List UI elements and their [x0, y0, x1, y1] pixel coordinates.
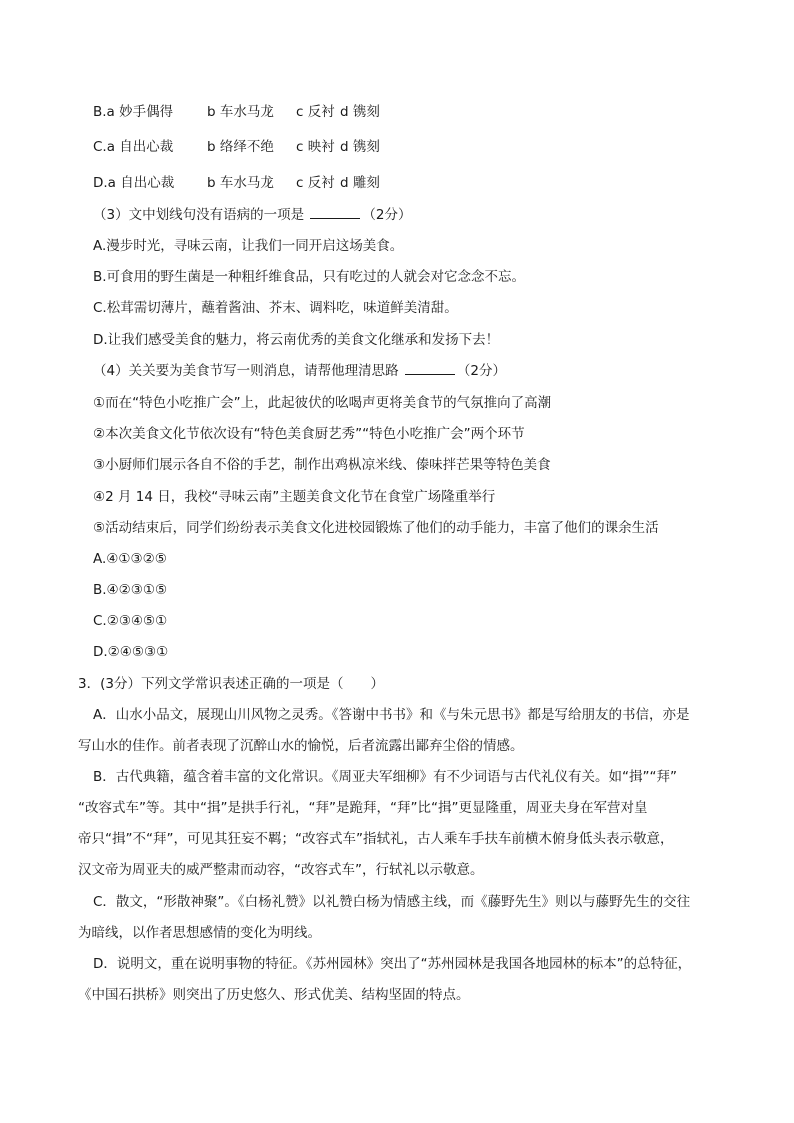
choice-a: A.④①③②⑤: [93, 551, 167, 567]
choice-b: B.④②③①⑤: [93, 582, 168, 598]
option-row: [93, 174, 380, 192]
option-row: [93, 103, 380, 121]
option-b: b 车水马龙: [207, 175, 274, 191]
paragraph-line: C．散文，“形散神聚”。《白杨礼赞》以礼赞白杨为情感主线，而《藤野先生》则以与藤野先生的交往: [93, 894, 691, 910]
paragraph-line: 为暗线，以作者思想感情的变化为明线。: [78, 925, 321, 941]
paragraph-line: “改容式车”等。其中“揖”是拱手行礼，“拜”是跪拜，“拜”比“揖”更显隆重，周亚夫身在军营对皇: [78, 800, 648, 816]
option-d: d 镌刻: [340, 104, 380, 120]
sentence-item: ①而在“特色小吃推广会”上，此起彼伏的吆喝声更将美食节的气氛推向了高潮: [93, 395, 552, 411]
stem-text: （4）关关要为美食节写一则消息，请帮他理清思路: [93, 363, 403, 379]
option-row: [93, 138, 380, 156]
option-a: 自出心裁: [119, 139, 174, 155]
question-stem: [93, 206, 411, 224]
paragraph-line: 写山水的佳作。前者表现了沉醉山水的愉悦，后者流露出鄙弃尘俗的情感。: [78, 738, 524, 754]
option-prefix: C.a: [93, 139, 120, 155]
choice-b: B.可食用的野生菌是一种粗纤维食品，只有吃过的人就会对它念念不忘。: [93, 269, 526, 285]
question-stem: [93, 362, 506, 380]
paragraph-line: 《中国石拱桥》则突出了历史悠久、形式优美、结构坚固的特点。: [78, 987, 470, 1003]
option-c: c 映衬: [296, 139, 335, 155]
option-a: 自出心裁: [120, 175, 175, 191]
choice-d: D.让我们感受美食的魅力，将云南优秀的美食文化继承和发扬下去！: [93, 332, 500, 348]
option-d: d 镌刻: [340, 139, 380, 155]
choice-c: C.②③④⑤①: [93, 613, 168, 629]
option-prefix: D.a: [93, 175, 121, 191]
paragraph-line: D．说明文，重在说明事物的特征。《苏州园林》突出了“苏州园林是我国各地园林的标本”的总特征，: [93, 956, 692, 972]
option-prefix: B.a: [93, 104, 120, 120]
paragraph-line: 帝只“揖”不“拜”，可见其狂妄不羁；“改容式车”指轼礼，古人乘车手扶车前横木俯身低头表示敬意，: [78, 831, 674, 847]
score-text: （2分）: [362, 207, 412, 223]
option-b: b 车水马龙: [207, 104, 274, 120]
choice-d: D.②④⑤③①: [93, 644, 169, 660]
choice-c: C.松茸需切薄片，蘸着酱油、芥末、调料吃，味道鲜美清甜。: [93, 300, 458, 316]
sentence-item: ②本次美食文化节依次设有“特色美食厨艺秀”“特色小吃推广会”两个环节: [93, 426, 525, 442]
option-c: c 反衬: [296, 175, 335, 191]
option-a: 妙手偶得: [119, 104, 174, 120]
stem-text: （3）文中划线句没有语病的一项是: [93, 207, 309, 223]
question-stem: 3．(3分）下列文学常识表述正确的一项是（ ）: [78, 676, 384, 692]
sentence-item: ③小厨师们展示各自不俗的手艺，制作出鸡枞凉米线、傣味拌芒果等特色美食: [93, 457, 551, 473]
paragraph-line: A．山水小品文，展现山川风物之灵秀。《答谢中书书》和《与朱元思书》都是写给朋友的书信，亦是: [93, 707, 690, 723]
paragraph-line: 汉文帝为周亚夫的威严整肃而动容，“改容式车”，行轼礼以示敬意。: [78, 862, 484, 878]
option-b: b 络绎不绝: [207, 139, 274, 155]
sentence-item: ⑤活动结束后，同学们纷纷表示美食文化进校园锻炼了他们的动手能力，丰富了他们的课余生活: [93, 520, 659, 536]
option-c: c 反衬: [296, 104, 335, 120]
option-d: d 雕刻: [340, 175, 380, 191]
paragraph-line: B．古代典籍，蕴含着丰富的文化常识。《周亚夫军细柳》有不少词语与古代礼仪有关。如“揖”“拜”: [93, 769, 677, 785]
choice-a: A.漫步时光，寻味云南，让我们一同开启这场美食。: [93, 238, 404, 254]
answer-blank[interactable]: [310, 206, 360, 219]
answer-blank[interactable]: [405, 362, 455, 375]
score-text: （2分）: [456, 363, 506, 379]
sentence-item: ④2 月 14 日，我校“寻味云南”主题美食文化节在食堂广场隆重举行: [93, 489, 496, 505]
